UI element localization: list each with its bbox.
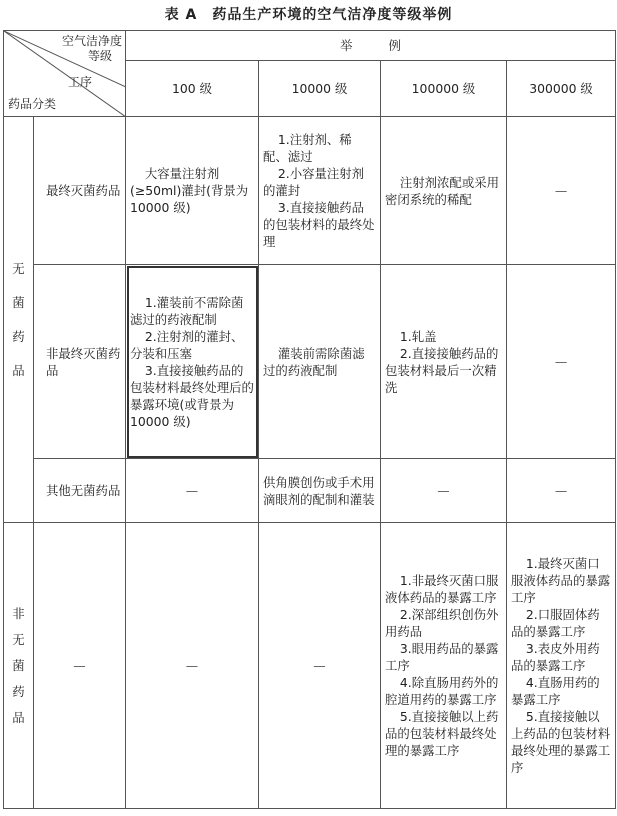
header-category-label: 药品分类 [8,97,57,111]
list-item: 2.深部组织创伤外用药品 [385,607,499,639]
cell-terminal-300000: — [507,117,616,265]
cell-nonsterile-100000 [381,523,507,809]
list-item: 1.灌装前不需除菌滤过的药液配制 [130,294,244,327]
list-item: 3.直接接触药品的包装材料最终处理后的暴露环境(或背景为 10000 级) [130,362,254,429]
cell-nonsterile-blank: — [34,523,126,809]
cell-nonterminal-100000 [381,265,507,459]
cell-nonterminal-100 [126,265,259,459]
category-sterile [4,117,34,523]
category-nonsterile-label: 非无菌药品 [12,605,25,725]
subcategory-other: 其他无菌药品 [34,459,126,523]
cell-nonterminal-300000: — [507,265,616,459]
list-item: 3.眼用药品的暴露工序 [385,641,499,673]
subcategory-terminal: 最终灭菌药品 [34,117,126,265]
list-item: 3.表皮外用药品的暴露工序 [511,641,600,673]
category-nonsterile [4,523,34,809]
header-grade-label: 等级 [88,49,113,63]
cell-other-10000: 供角膜创伤或手术用滴眼剂的配制和灌装 [259,459,381,523]
header-examples: 举例 [126,31,616,61]
header-process-label: 工序 [68,75,93,89]
cell-terminal-100: 大容量注射剂(≥50ml)灌封(背景为 10000 级) [126,117,259,265]
list-item: 4.除直肠用药外的腔道用药的暴露工序 [385,675,499,707]
header-grade-100: 100 级 [126,61,259,117]
list-item: 2.口服固体药品的暴露工序 [511,607,600,639]
list-item: 4.直肠用药的暴露工序 [511,675,600,707]
category-sterile-label: 无菌药品 [12,260,25,378]
cleanliness-grade-table [3,30,616,809]
header-grade-300000: 300000 级 [507,61,616,117]
list-item: 1.非最终灭菌口服液体药品的暴露工序 [385,573,499,605]
cell-other-300000: — [507,459,616,523]
list-item: 3.直接接触药品的包装材料的最终处理 [263,200,375,249]
cell-nonsterile-300000 [507,523,616,809]
cell-other-100: — [126,459,259,523]
diagonal-header-cell [4,31,126,117]
cell-terminal-10000 [259,117,381,265]
table-title: 表 A 药品生产环境的空气洁净度等级举例 [164,7,453,23]
header-cleanliness-label: 空气洁净度 [62,34,123,48]
list-item: 5.直接接触以上药品的包装材料最终处理的暴露工序 [511,709,611,775]
list-item: 1.注射剂、稀配、滤过 [263,132,352,164]
cell-nonsterile-100: — [126,523,259,809]
list-item: 2.注射剂的灌封、分装和压塞 [130,328,244,361]
list-item: 1.轧盖 [399,328,437,344]
cell-nonsterile-10000: — [259,523,381,809]
cell-nonterminal-10000: 灌装前需除菌滤过的药液配制 [259,265,381,459]
subcategory-nonterminal: 非最终灭菌药品 [34,265,126,459]
header-grade-10000: 10000 级 [259,61,381,117]
list-item: 1.最终灭菌口服液体药品的暴露工序 [511,556,611,605]
list-item: 2.直接接触药品的包装材料最后一次精洗 [385,345,499,395]
cell-terminal-100000: 注射剂浓配或采用密闭系统的稀配 [381,117,507,265]
list-item: 5.直接接触以上药品的包装材料最终处理的暴露工序 [385,709,499,758]
list-item: 2.小容量注射剂的灌封 [263,166,365,198]
cell-other-100000: — [381,459,507,523]
header-grade-100000: 100000 级 [381,61,507,117]
